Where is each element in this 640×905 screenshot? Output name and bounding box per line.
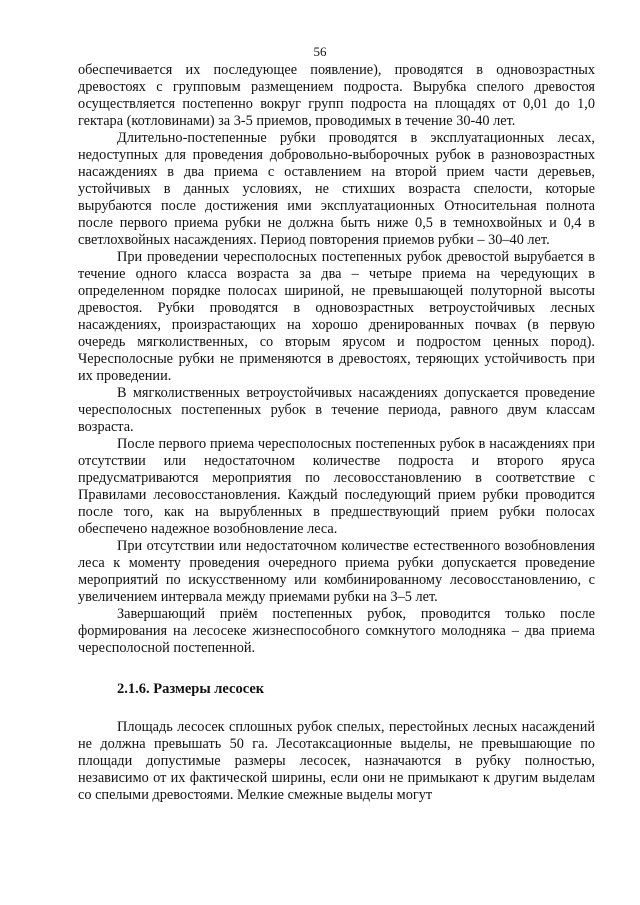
paragraph-final-stage: Завершающий приём постепенных рубок, проводится только после формирования на лесосеке жизнеспособного сомкнутого молодняка – два приема чересполосной постепенной. xyxy=(78,606,595,656)
paragraph-lack-of-regeneration: При отсутствии или недостаточном количестве естественного возобновления леса к моменту проведения очередного приема рубки допускается проведение мероприятий по искусственному или комбинированному лесовосстановлению, с увеличением интервала между приемами рубки на 3–5 лет. xyxy=(78,538,595,605)
section-heading: 2.1.6. Размеры лесосек xyxy=(117,681,265,697)
paragraph-after-first-stage: После первого приема чересполосных постепенных рубок в насаждениях при отсутствии или недостаточном количестве подроста и второго яруса предусматриваются мероприятия по лесовосстановлению в соответствие с Правилами лесовосстановления. Каждый последующий прием рубки проводится после того, как на вырубленных в предшествующий прием рубки полосах обеспечено надежное возобновление леса. xyxy=(78,436,595,537)
paragraph-long-gradual-cutting: Длительно-постепенные рубки проводятся в эксплуатационных лесах, недоступных для проведения добровольно-выборочных рубок в разновозрастных насаждениях в два приема с оставлением на второй прием части деревьев, устойчивых в данных условиях, не стихших возраста спелости, которые вырубаются после достижения ими эксплуатационных Относительная полнота после первого приема рубки не должна быть ниже 0,5 в темнохвойных и 0,4 в светлохвойных насаждениях. Период повторения приемов рубки – 30–40 лет. xyxy=(78,130,595,248)
page-number: 56 xyxy=(313,44,327,59)
paragraph-softwood-stands: В мягколиственных ветроустойчивых насаждениях допускается проведение чересполосных постепенных рубок в течение периода, равного двум классам возраста. xyxy=(78,385,595,435)
paragraph-strip-gradual-cutting: При проведении чересполосных постепенных рубок древостой вырубается в течение одного класса возраста за два – четыре приема на чередующих в определенном порядке полосах шириной, не превышающей полуторной высоты древостоя. Рубки проводятся в одновозрастных ветроустойчивых лесных насаждениях, произрастающих на хорошо дренированных почвах (в первую очередь мягколиственных, со вторым ярусом и подростом ценных пород). Чересполосные рубки не применяются в древостоях, теряющих устойчивость при их проведении. xyxy=(78,249,595,384)
page-content xyxy=(78,62,595,804)
paragraph-continuation: обеспечивается их последующее появление), проводятся в одновозрастных древостоях с групповым размещением подроста. Вырубка спелого древостоя осуществляется постепенно вокруг групп подроста на площадях от 0,01 до 1,0 гектара (котловинами) за 3-5 приемов, проводимых в течение 30-40 лет. xyxy=(78,62,595,129)
paragraph-cutting-area-size: Площадь лесосек сплошных рубок спелых, перестойных лесных насаждений не должна превышать 50 га. Лесотаксационные выделы, не превышающие по площади допустимые размеры лесосек, назначаются в рубку полностью, независимо от их фактической ширины, если они не примыкают к другим выделам со спелыми древостоями. Мелкие смежные выделы могут xyxy=(78,719,595,803)
